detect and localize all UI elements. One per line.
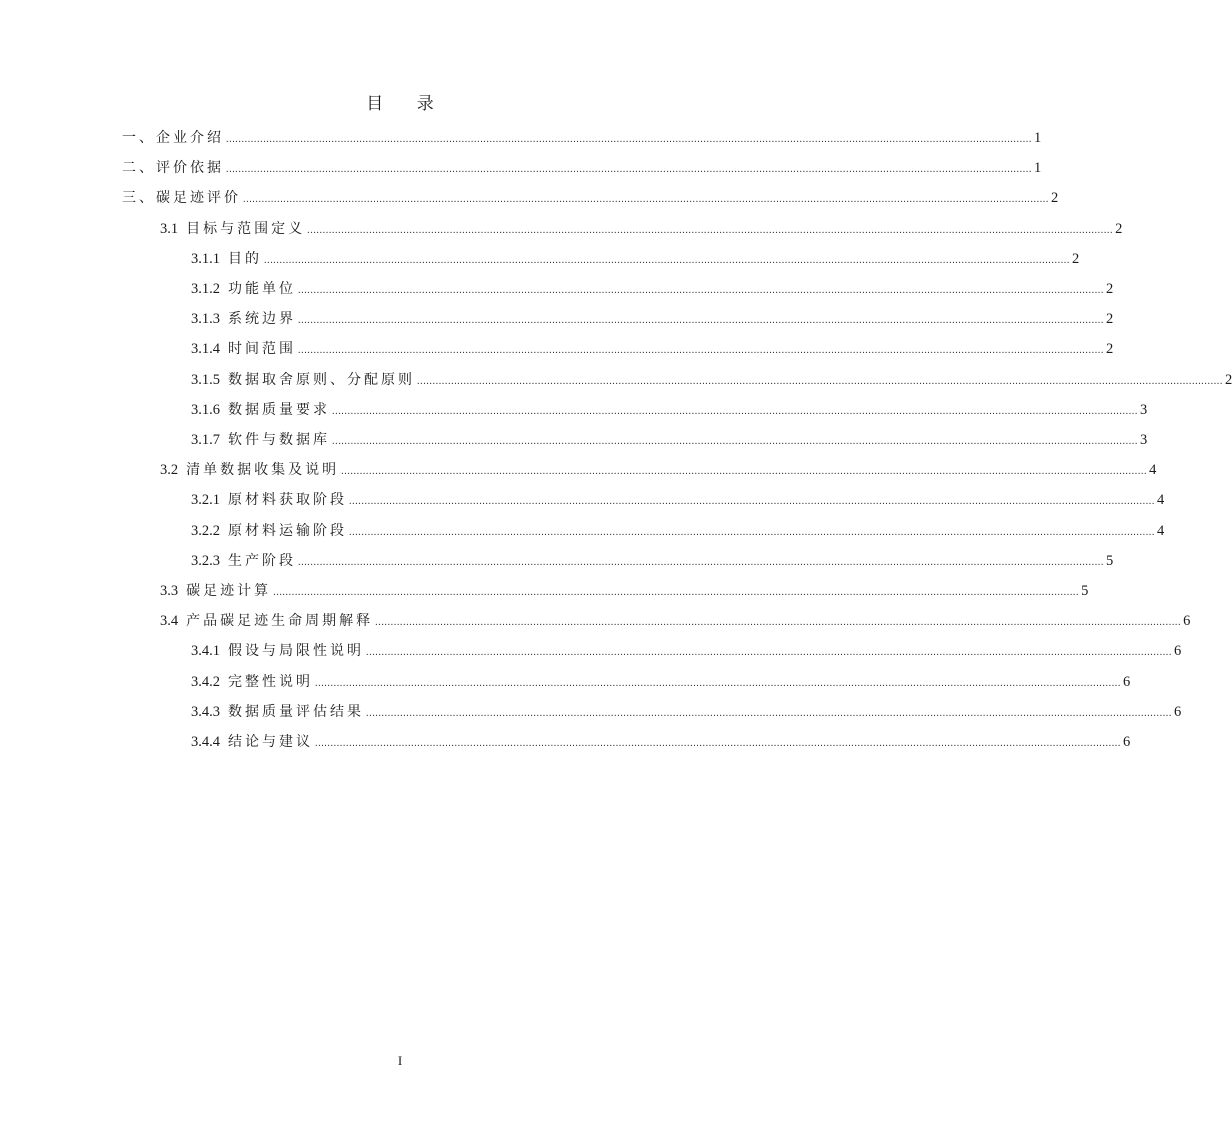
toc-entry-page: 4 — [1149, 462, 1157, 479]
toc-dot-leader: .................................................................................................................................................................................................................................................................... — [341, 466, 1148, 478]
toc-entry-title: 三、碳足迹评价 — [122, 190, 241, 207]
toc-entry[interactable] — [160, 610, 1191, 632]
toc-dot-leader: .................................................................................................................................................................................................................................................................... — [273, 587, 1080, 598]
toc-dot-leader: .................................................................................................................................................................................................................................................................... — [315, 738, 1121, 749]
toc-entry-number: 3.4.4 — [191, 734, 220, 750]
toc-entry[interactable] — [191, 671, 1131, 693]
toc-entry[interactable] — [191, 550, 1114, 572]
toc-dot-leader: .................................................................................................................................................................................................................................................................... — [315, 677, 1121, 689]
toc-entry-number: 3.1.2 — [191, 281, 220, 297]
toc-entry[interactable] — [191, 308, 1114, 330]
toc-entry-title: 功能单位 — [228, 281, 296, 297]
toc-entry-page: 4 — [1157, 522, 1165, 539]
toc-entry-page: 2 — [1051, 190, 1059, 207]
toc-entry-number: 3.2 — [160, 462, 179, 479]
toc-entry-title: 清单数据收集及说明 — [186, 462, 340, 479]
toc-entry-title: 系统边界 — [228, 311, 296, 328]
toc-entry-page: 3 — [1140, 401, 1148, 418]
toc-entry-title: 假设与局限性说明 — [228, 643, 364, 660]
toc-entry[interactable] — [191, 399, 1148, 421]
toc-entry-page: 2 — [1072, 250, 1080, 267]
toc-entry-page: 6 — [1183, 613, 1191, 630]
toc-entry-number: 3.1.5 — [191, 371, 220, 388]
toc-entry-page: 2 — [1106, 341, 1114, 358]
toc-entry-number: 3.4.3 — [191, 703, 220, 720]
toc-dot-leader: .................................................................................................................................................................................................................................................................... — [332, 405, 1138, 417]
toc-entry-page: 5 — [1081, 583, 1089, 599]
toc-dot-leader: .................................................................................................................................................................................................................................................................... — [366, 647, 1172, 659]
toc-entry-title: 目标与范围定义 — [186, 220, 306, 237]
toc-entry-title: 时间范围 — [228, 341, 296, 358]
toc-dot-leader: .................................................................................................................................................................................................................................................................... — [298, 315, 1104, 327]
toc-entry[interactable] — [191, 338, 1114, 360]
toc-entry-page: 2 — [1106, 311, 1114, 328]
toc-dot-leader: .................................................................................................................................................................................................................................................................... — [307, 224, 1114, 236]
toc-entry-number: 3.1.1 — [191, 250, 220, 267]
toc-entry[interactable] — [191, 489, 1165, 511]
toc-entry[interactable] — [191, 248, 1080, 270]
toc-entry-title: 原材料获取阶段 — [228, 492, 347, 509]
toc-entry[interactable] — [122, 157, 1042, 179]
toc-dot-leader: .................................................................................................................................................................................................................................................................... — [298, 345, 1104, 357]
toc-entry[interactable] — [122, 187, 1059, 209]
toc-entry-title: 目的 — [228, 250, 262, 267]
toc-entry-page: 4 — [1157, 492, 1165, 509]
toc-dot-leader: .................................................................................................................................................................................................................................................................... — [298, 556, 1104, 568]
toc-dot-leader: .................................................................................................................................................................................................................................................................... — [298, 285, 1104, 296]
toc-entry-page: 1 — [1034, 160, 1042, 177]
toc-entry-title: 原材料运输阶段 — [228, 522, 347, 539]
toc-entry[interactable] — [191, 278, 1114, 300]
toc-entry[interactable] — [191, 429, 1148, 451]
toc-title: 目 录 — [366, 94, 448, 114]
toc-entry[interactable] — [191, 731, 1131, 753]
toc-entry[interactable] — [160, 218, 1123, 240]
toc-entry-page: 5 — [1106, 552, 1114, 569]
toc-dot-leader: .................................................................................................................................................................................................................................................................... — [366, 707, 1172, 719]
toc-entry-page: 6 — [1174, 703, 1182, 720]
toc-dot-leader: .................................................................................................................................................................................................................................................................... — [375, 617, 1182, 629]
toc-entry-page: 3 — [1140, 432, 1148, 448]
toc-entry-number: 3.1.6 — [191, 401, 220, 418]
toc-entry-title: 数据质量要求 — [228, 401, 330, 418]
toc-entry-number: 3.4 — [160, 613, 179, 630]
toc-entry-number: 3.3 — [160, 583, 179, 599]
toc-dot-leader: .................................................................................................................................................................................................................................................................... — [349, 526, 1155, 538]
toc-dot-leader: .................................................................................................................................................................................................................................................................... — [264, 254, 1070, 266]
toc-entry-title: 产品碳足迹生命周期解释 — [186, 613, 374, 630]
toc-dot-leader: .................................................................................................................................................................................................................................................................... — [417, 375, 1223, 387]
toc-entry-title: 数据质量评估结果 — [228, 703, 364, 720]
toc-entry-title: 结论与建议 — [228, 734, 313, 750]
toc-entry[interactable] — [191, 369, 1232, 391]
toc-dot-leader: .................................................................................................................................................................................................................................................................... — [226, 134, 1032, 145]
toc-entry[interactable] — [160, 580, 1089, 602]
toc-entry-page: 6 — [1123, 734, 1131, 750]
toc-entry-number: 3.1.3 — [191, 311, 220, 328]
toc-entry-number: 3.4.1 — [191, 643, 220, 660]
toc-entry-number: 3.1.4 — [191, 341, 220, 358]
toc-entry-title: 生产阶段 — [228, 552, 296, 569]
toc-entry-number: 3.2.3 — [191, 552, 220, 569]
toc-entry-page: 6 — [1123, 673, 1131, 690]
toc-entry-page: 1 — [1034, 130, 1042, 146]
toc-entry-title: 软件与数据库 — [228, 432, 330, 448]
toc-entry-page: 2 — [1115, 220, 1123, 237]
toc-entry-title: 碳足迹计算 — [186, 583, 272, 599]
toc-entry-title: 二、评价依据 — [122, 160, 224, 177]
toc-dot-leader: .................................................................................................................................................................................................................................................................... — [349, 496, 1155, 508]
toc-entry-number: 3.1.7 — [191, 432, 220, 448]
page-number: I — [397, 1053, 403, 1068]
toc-dot-leader: .................................................................................................................................................................................................................................................................... — [243, 194, 1049, 206]
toc-entry-title: 数据取舍原则、分配原则 — [228, 371, 415, 388]
toc-entry-title: 完整性说明 — [228, 673, 313, 690]
toc-dot-leader: .................................................................................................................................................................................................................................................................... — [332, 436, 1138, 447]
toc-entry-number: 3.1 — [160, 220, 179, 237]
toc-entry-number: 3.2.1 — [191, 492, 220, 509]
toc-entry[interactable] — [191, 640, 1182, 662]
toc-entry-page: 2 — [1106, 281, 1114, 297]
toc-entry-title: 一、企业介绍 — [122, 130, 224, 146]
toc-entry-number: 3.4.2 — [191, 673, 220, 690]
toc-entry-page: 6 — [1174, 643, 1182, 660]
toc-entry-number: 3.2.2 — [191, 522, 220, 539]
toc-entry[interactable] — [191, 520, 1165, 542]
toc-entry-page: 2 — [1225, 371, 1232, 388]
toc-entry[interactable] — [122, 127, 1042, 149]
toc-dot-leader: .................................................................................................................................................................................................................................................................... — [226, 164, 1032, 176]
toc-entry[interactable] — [191, 701, 1182, 723]
toc-entry[interactable] — [160, 459, 1157, 481]
